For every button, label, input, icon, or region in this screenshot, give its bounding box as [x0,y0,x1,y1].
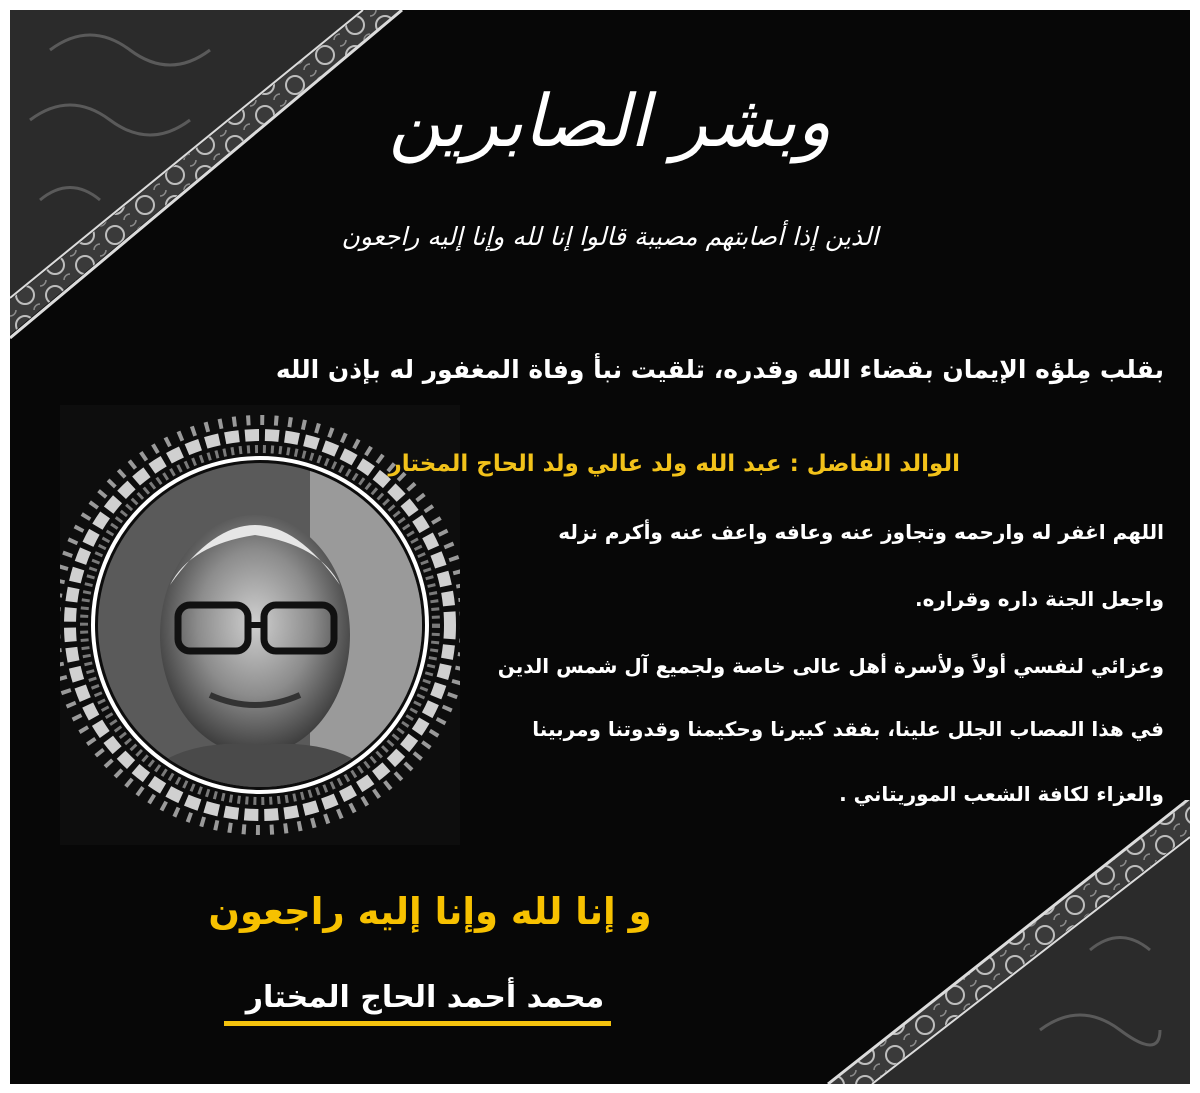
prayer-line: اللهم اغفر له وارحمه وتجاوز عنه وعافه واعف عنه وأكرم نزله [558,520,1164,544]
ornamental-corner-bottom-right-icon [790,800,1190,1084]
intro-text: بقلب مِلؤه الإيمان بقضاء الله وقدره، تلقيت نبأ وفاة المغفور له بإذن الله [275,355,1164,384]
prayer-line: وعزائي لنفسي أولاً ولأسرة أهل عالى خاصة ولجميع آل شمس الدين [497,654,1164,678]
signer-underline [224,1021,611,1026]
signer-name: محمد أحمد الحاج المختار [245,980,605,1015]
closing-phrase: و إنا لله وإنا إليه راجعون [208,890,652,933]
quran-verse: الذين إذا أصابتهم مصيبة قالوا إنا لله وإنا إليه راجعون [341,222,879,251]
prayer-line: والعزاء لكافة الشعب الموريتاني . [839,782,1164,806]
deceased-name: الوالد الفاضل : عبد الله ولد عالي ولد الحاج المختار [388,451,960,477]
ornamental-corner-top-left-icon [10,10,450,370]
prayer-line: في هذا المصاب الجلل علينا، بفقد كبيرنا وحكيمنا وقدوتنا ومربينا [532,717,1164,741]
condolence-card [10,10,1190,1084]
prayer-line: واجعل الجنة داره وقراره. [915,587,1164,611]
title-calligraphy: وبشر الصابرين [388,79,832,163]
